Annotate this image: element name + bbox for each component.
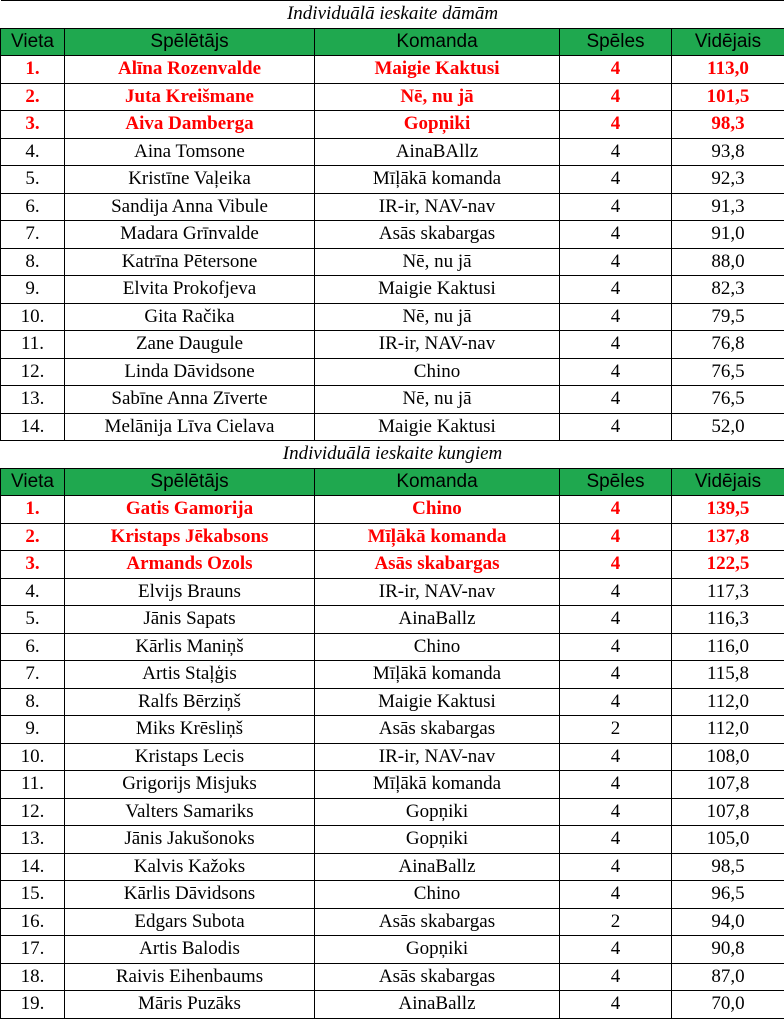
games-cell: 4: [560, 276, 672, 304]
player-cell: Kalvis Kažoks: [65, 853, 315, 881]
average-cell: 70,0: [672, 991, 784, 1019]
games-cell: 4: [560, 551, 672, 579]
column-header: Spēles: [560, 28, 672, 56]
games-cell: 4: [560, 303, 672, 331]
team-cell: Nē, nu jā: [315, 303, 560, 331]
games-cell: 4: [560, 496, 672, 524]
rank-cell: 4.: [1, 138, 65, 166]
player-cell: Kristīne Vaļeika: [65, 166, 315, 194]
team-cell: Gopņiki: [315, 798, 560, 826]
player-cell: Valters Samariks: [65, 798, 315, 826]
rank-cell: 3.: [1, 111, 65, 139]
rank-cell: 10.: [1, 303, 65, 331]
average-cell: 107,8: [672, 798, 784, 826]
games-cell: 4: [560, 798, 672, 826]
table-row: [1, 688, 784, 716]
games-cell: 4: [560, 248, 672, 276]
table-row: [1, 111, 784, 139]
player-cell: Artis Staļģis: [65, 661, 315, 689]
table-row: [1, 661, 784, 689]
average-cell: 92,3: [672, 166, 784, 194]
table-row: [1, 578, 784, 606]
average-cell: 96,5: [672, 881, 784, 909]
rank-cell: 13.: [1, 826, 65, 854]
average-cell: 116,3: [672, 606, 784, 634]
rank-cell: 6.: [1, 633, 65, 661]
average-cell: 139,5: [672, 496, 784, 524]
team-cell: Asās skabargas: [315, 221, 560, 249]
column-header: Komanda: [315, 468, 560, 496]
team-cell: Maigie Kaktusi: [315, 413, 560, 441]
player-cell: Katrīna Pētersone: [65, 248, 315, 276]
games-cell: 4: [560, 413, 672, 441]
player-cell: Aiva Damberga: [65, 111, 315, 139]
average-cell: 113,0: [672, 56, 784, 84]
rank-cell: 12.: [1, 798, 65, 826]
rank-cell: 7.: [1, 661, 65, 689]
team-cell: Gopņiki: [315, 936, 560, 964]
table-row: [1, 908, 784, 936]
team-cell: IR-ir, NAV-nav: [315, 193, 560, 221]
average-cell: 52,0: [672, 413, 784, 441]
average-cell: 117,3: [672, 578, 784, 606]
rank-cell: 11.: [1, 331, 65, 359]
rank-cell: 15.: [1, 881, 65, 909]
rank-cell: 5.: [1, 166, 65, 194]
section-title: Individuālā ieskaite kungiem: [1, 441, 784, 469]
table-row: [1, 798, 784, 826]
table-row: [1, 606, 784, 634]
table-row: [1, 386, 784, 414]
average-cell: 76,5: [672, 386, 784, 414]
table-row: [1, 83, 784, 111]
player-cell: Madara Grīnvalde: [65, 221, 315, 249]
rank-cell: 9.: [1, 716, 65, 744]
table-row: [1, 716, 784, 744]
table-row: [1, 303, 784, 331]
table-row: [1, 936, 784, 964]
player-cell: Jānis Sapats: [65, 606, 315, 634]
player-cell: Linda Dāvidsone: [65, 358, 315, 386]
player-cell: Aina Tomsone: [65, 138, 315, 166]
games-cell: 4: [560, 523, 672, 551]
rank-cell: 7.: [1, 221, 65, 249]
table-row: [1, 413, 784, 441]
games-cell: 4: [560, 963, 672, 991]
games-cell: 4: [560, 331, 672, 359]
rank-cell: 10.: [1, 743, 65, 771]
games-cell: 4: [560, 936, 672, 964]
section-title-row: [1, 441, 784, 469]
table-row: [1, 248, 784, 276]
average-cell: 98,3: [672, 111, 784, 139]
player-cell: Kārlis Maniņš: [65, 633, 315, 661]
average-cell: 112,0: [672, 688, 784, 716]
table-row: [1, 193, 784, 221]
table-row: [1, 138, 784, 166]
table-row: [1, 221, 784, 249]
player-cell: Gatis Gamorija: [65, 496, 315, 524]
team-cell: Maigie Kaktusi: [315, 688, 560, 716]
games-cell: 4: [560, 221, 672, 249]
games-cell: 4: [560, 688, 672, 716]
column-header: Komanda: [315, 28, 560, 56]
games-cell: 2: [560, 908, 672, 936]
rank-cell: 17.: [1, 936, 65, 964]
player-cell: Grigorijs Misjuks: [65, 771, 315, 799]
player-cell: Sandija Anna Vibule: [65, 193, 315, 221]
games-cell: 4: [560, 578, 672, 606]
games-cell: 4: [560, 661, 672, 689]
team-cell: Asās skabargas: [315, 908, 560, 936]
column-header-row: [1, 468, 784, 496]
average-cell: 88,0: [672, 248, 784, 276]
team-cell: Chino: [315, 881, 560, 909]
table-row: [1, 166, 784, 194]
table-row: [1, 633, 784, 661]
average-cell: 76,8: [672, 331, 784, 359]
average-cell: 116,0: [672, 633, 784, 661]
average-cell: 82,3: [672, 276, 784, 304]
average-cell: 98,5: [672, 853, 784, 881]
team-cell: IR-ir, NAV-nav: [315, 578, 560, 606]
team-cell: Nē, nu jā: [315, 83, 560, 111]
average-cell: 101,5: [672, 83, 784, 111]
player-cell: Miks Krēsliņš: [65, 716, 315, 744]
player-cell: Ralfs Bērziņš: [65, 688, 315, 716]
team-cell: AinaBallz: [315, 853, 560, 881]
rank-cell: 18.: [1, 963, 65, 991]
player-cell: Kārlis Dāvidsons: [65, 881, 315, 909]
column-header: Spēlētājs: [65, 468, 315, 496]
team-cell: Chino: [315, 496, 560, 524]
team-cell: Gopņiki: [315, 111, 560, 139]
player-cell: Alīna Rozenvalde: [65, 56, 315, 84]
table-row: [1, 963, 784, 991]
average-cell: 94,0: [672, 908, 784, 936]
table-row: [1, 826, 784, 854]
games-cell: 4: [560, 991, 672, 1019]
games-cell: 4: [560, 633, 672, 661]
column-header: Vieta: [1, 28, 65, 56]
rank-cell: 8.: [1, 248, 65, 276]
player-cell: Elvijs Brauns: [65, 578, 315, 606]
team-cell: IR-ir, NAV-nav: [315, 743, 560, 771]
average-cell: 115,8: [672, 661, 784, 689]
player-cell: Māris Puzāks: [65, 991, 315, 1019]
rank-cell: 2.: [1, 523, 65, 551]
team-cell: Mīļākā komanda: [315, 166, 560, 194]
average-cell: 107,8: [672, 771, 784, 799]
games-cell: 4: [560, 853, 672, 881]
games-cell: 4: [560, 826, 672, 854]
rank-cell: 1.: [1, 496, 65, 524]
average-cell: 108,0: [672, 743, 784, 771]
average-cell: 137,8: [672, 523, 784, 551]
table-row: [1, 358, 784, 386]
team-cell: Maigie Kaktusi: [315, 56, 560, 84]
rank-cell: 19.: [1, 991, 65, 1019]
games-cell: 4: [560, 358, 672, 386]
average-cell: 90,8: [672, 936, 784, 964]
rank-cell: 1.: [1, 56, 65, 84]
team-cell: Mīļākā komanda: [315, 523, 560, 551]
table-row: [1, 331, 784, 359]
games-cell: 4: [560, 111, 672, 139]
average-cell: 93,8: [672, 138, 784, 166]
rank-cell: 14.: [1, 413, 65, 441]
team-cell: Maigie Kaktusi: [315, 276, 560, 304]
rank-cell: 8.: [1, 688, 65, 716]
column-header-row: [1, 28, 784, 56]
column-header: Vieta: [1, 468, 65, 496]
player-cell: Kristaps Lecis: [65, 743, 315, 771]
games-cell: 4: [560, 606, 672, 634]
player-cell: Juta Kreišmane: [65, 83, 315, 111]
rank-cell: 16.: [1, 908, 65, 936]
player-cell: Jānis Jakušonoks: [65, 826, 315, 854]
rank-cell: 4.: [1, 578, 65, 606]
player-cell: Edgars Subota: [65, 908, 315, 936]
table-row: [1, 496, 784, 524]
table-row: [1, 56, 784, 84]
team-cell: Chino: [315, 633, 560, 661]
team-cell: Nē, nu jā: [315, 386, 560, 414]
team-cell: Asās skabargas: [315, 963, 560, 991]
games-cell: 4: [560, 771, 672, 799]
games-cell: 4: [560, 743, 672, 771]
games-cell: 4: [560, 56, 672, 84]
games-cell: 4: [560, 138, 672, 166]
team-cell: Mīļākā komanda: [315, 661, 560, 689]
results-table-body: [1, 1, 784, 1019]
average-cell: 112,0: [672, 716, 784, 744]
team-cell: Asās skabargas: [315, 716, 560, 744]
average-cell: 122,5: [672, 551, 784, 579]
table-row: [1, 881, 784, 909]
player-cell: Elvita Prokofjeva: [65, 276, 315, 304]
rank-cell: 13.: [1, 386, 65, 414]
player-cell: Gita Račika: [65, 303, 315, 331]
table-row: [1, 743, 784, 771]
rank-cell: 5.: [1, 606, 65, 634]
team-cell: Gopņiki: [315, 826, 560, 854]
column-header: Vidējais: [672, 28, 784, 56]
games-cell: 4: [560, 83, 672, 111]
table-row: [1, 853, 784, 881]
player-cell: Zane Daugule: [65, 331, 315, 359]
games-cell: 4: [560, 386, 672, 414]
rank-cell: 9.: [1, 276, 65, 304]
team-cell: Nē, nu jā: [315, 248, 560, 276]
column-header: Spēlētājs: [65, 28, 315, 56]
team-cell: Chino: [315, 358, 560, 386]
section-title: Individuālā ieskaite dāmām: [1, 1, 784, 29]
rank-cell: 6.: [1, 193, 65, 221]
games-cell: 4: [560, 193, 672, 221]
table-row: [1, 551, 784, 579]
team-cell: AinaBAllz: [315, 138, 560, 166]
games-cell: 4: [560, 166, 672, 194]
average-cell: 91,3: [672, 193, 784, 221]
player-cell: Sabīne Anna Zīverte: [65, 386, 315, 414]
table-row: [1, 523, 784, 551]
rank-cell: 2.: [1, 83, 65, 111]
column-header: Vidējais: [672, 468, 784, 496]
team-cell: IR-ir, NAV-nav: [315, 331, 560, 359]
rank-cell: 12.: [1, 358, 65, 386]
column-header: Spēles: [560, 468, 672, 496]
team-cell: Mīļākā komanda: [315, 771, 560, 799]
player-cell: Melānija Līva Cielava: [65, 413, 315, 441]
average-cell: 87,0: [672, 963, 784, 991]
table-row: [1, 276, 784, 304]
average-cell: 105,0: [672, 826, 784, 854]
average-cell: 91,0: [672, 221, 784, 249]
player-cell: Artis Balodis: [65, 936, 315, 964]
team-cell: Asās skabargas: [315, 551, 560, 579]
table-row: [1, 771, 784, 799]
player-cell: Kristaps Jēkabsons: [65, 523, 315, 551]
table-row: [1, 991, 784, 1019]
games-cell: 2: [560, 716, 672, 744]
rank-cell: 14.: [1, 853, 65, 881]
rank-cell: 11.: [1, 771, 65, 799]
player-cell: Armands Ozols: [65, 551, 315, 579]
player-cell: Raivis Eihenbaums: [65, 963, 315, 991]
games-cell: 4: [560, 881, 672, 909]
section-title-row: [1, 1, 784, 29]
average-cell: 79,5: [672, 303, 784, 331]
average-cell: 76,5: [672, 358, 784, 386]
rank-cell: 3.: [1, 551, 65, 579]
team-cell: AinaBallz: [315, 991, 560, 1019]
team-cell: AinaBallz: [315, 606, 560, 634]
